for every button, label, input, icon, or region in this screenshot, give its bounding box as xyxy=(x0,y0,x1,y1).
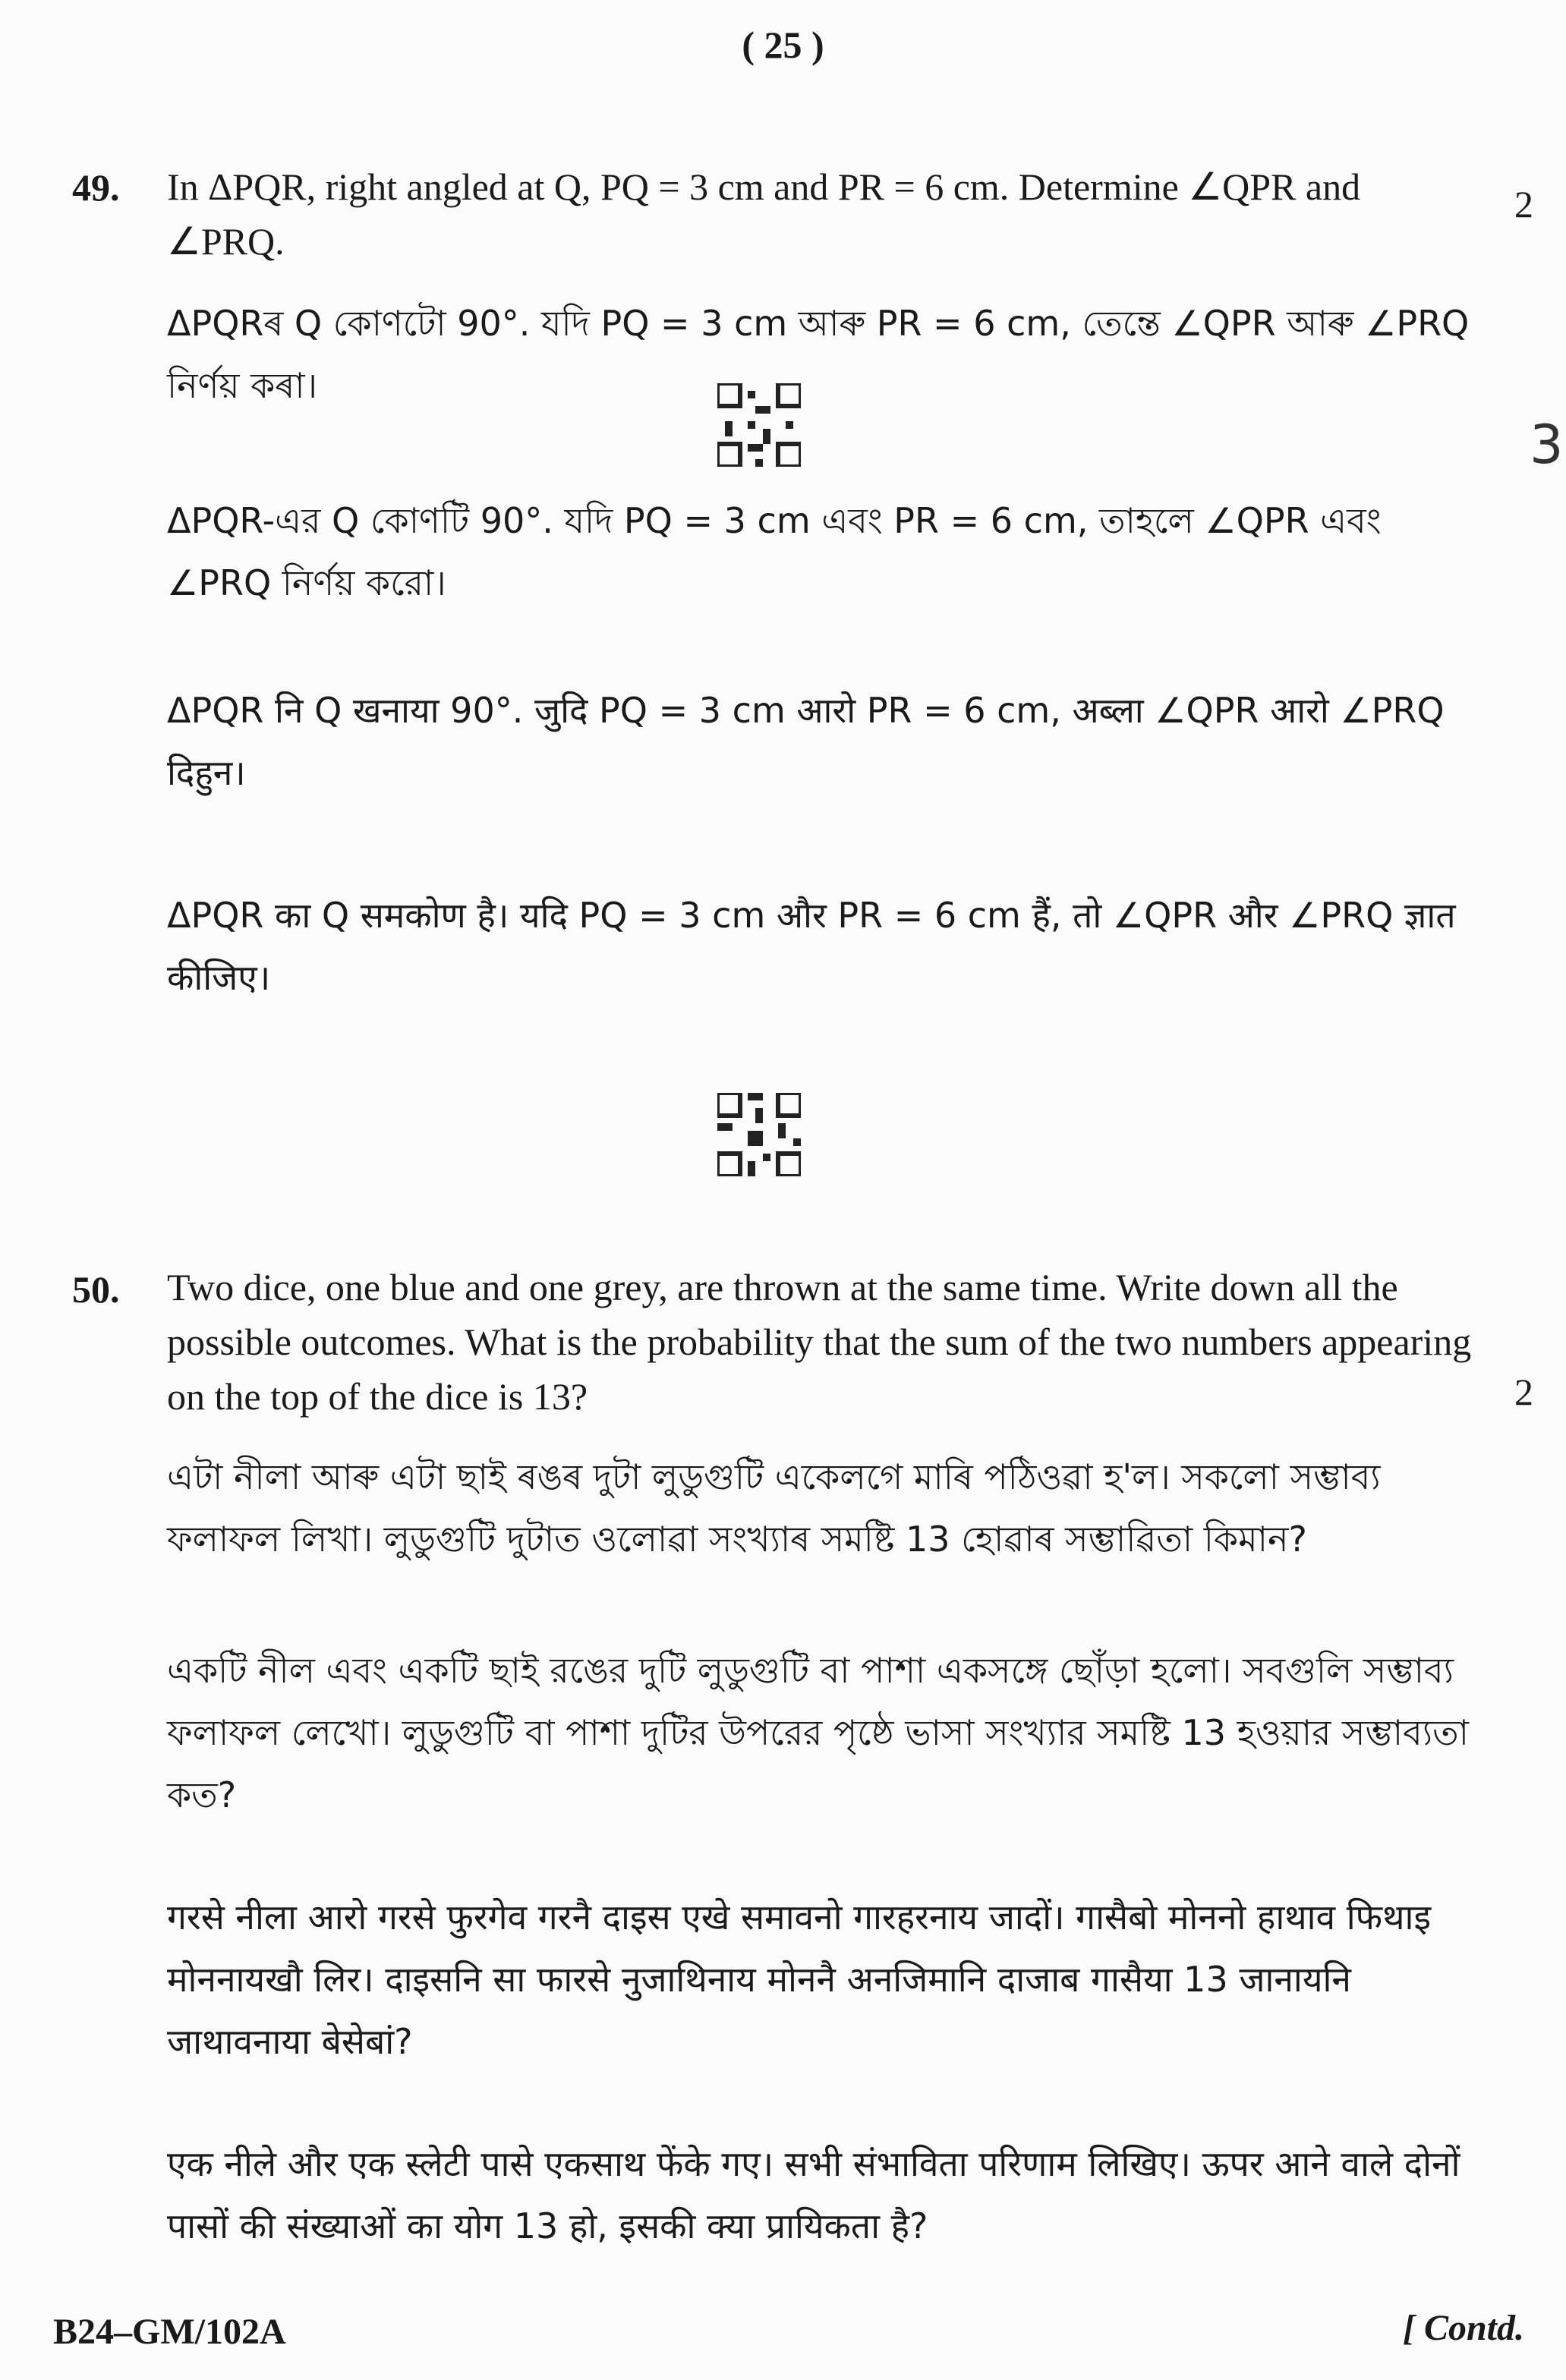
question-marks: 2 xyxy=(1514,1371,1533,1413)
question-number: 50. xyxy=(72,1268,120,1311)
question-assamese: এটা নীলা আৰু এটা ছাই ৰঙৰ দুটা লুডুগুটি একেলগে মাৰি পঠিওৱা হ'ল। সকলো সম্ভাব্য ফলাফল লিখা। লুডুগুটি দুটাত ওলোৱা সংখ্যাৰ সমষ্টি 13 হোৱাৰ সম্ভাৱিতা কিমান? xyxy=(167,1456,1381,1560)
question-bengali: একটি নীল এবং একটি ছাই রঙের দুটি লুডুগুটি বা পাশা একসঙ্গে ছোঁড়া হলো। সবগুলি সম্ভাব্য ফলাফল লেখো। লুডুগুটি বা পাশা দুটির উপরের পৃষ্ঠে ভাসা সংখ্যার সমষ্টি 13 হওয়ার সম্ভাব্যতা কত? xyxy=(167,1650,1469,1815)
qr-code-icon xyxy=(717,1093,801,1176)
question-bengali: ΔPQR-এর Q কোণটি 90°. যদি PQ = 3 cm এবং PR = 6 cm, তাহলে ∠QPR এবং ∠PRQ নির্ণয় করো। xyxy=(167,500,1382,603)
question-bodo: गरसे नीला आरो गरसे फुरगेव गरनै दाइस एखे समावनो गारहरनाय जादों। गासैबो मोननो हाथाव फिथाइ मोननायखौ लिर। दाइसनि सा फारसे नुजाथिनाय मोननै अनजिमानि दाजाब गासैया 13 जानायनि जाथावनाया बेसेबां? xyxy=(167,1897,1432,2062)
question-hindi: एक नीले और एक स्लेटी पासे एकसाथ फेंके गए। सभी संभाविता परिणाम लिखिए। ऊपर आने वाले दोनों पासों की संख्याओं का योग 13 हो, इसकी क्या प्रायिकता है? xyxy=(167,2143,1460,2246)
continued-label: [ Contd. xyxy=(1402,2308,1524,2348)
question-english: In ΔPQR, right angled at Q, PQ = 3 cm and PR = 6 cm. Determine ∠QPR and ∠PRQ. xyxy=(167,165,1361,263)
question-marks: 2 xyxy=(1514,183,1533,225)
qr-code-icon xyxy=(717,383,801,467)
question-bodo: ΔPQR नि Q खनाया 90°. जुदि PQ = 3 cm आरो PR = 6 cm, अब्ला ∠QPR आरो ∠PRQ दिहुन। xyxy=(167,690,1445,793)
paper-code: B24–GM/102A xyxy=(53,2312,286,2352)
page-number: ( 25 ) xyxy=(742,24,824,66)
question-english: Two dice, one blue and one grey, are thrown at the same time. Write down all the possible outcomes. What is the probability that the sum of the two numbers appearing on the top of the dice is 13? xyxy=(167,1266,1472,1418)
question-hindi: ΔPQR का Q समकोण है। यदि PQ = 3 cm और PR = 6 cm हैं, तो ∠QPR और ∠PRQ ज्ञात कीजिए। xyxy=(167,895,1456,998)
question-assamese: ΔPQRৰ Q কোণটো 90°. যদি PQ = 3 cm আৰু PR = 6 cm, তেন্তে ∠QPR আৰু ∠PRQ নিৰ্ণয় কৰা। xyxy=(167,303,1470,406)
question-number: 49. xyxy=(72,166,120,209)
handwritten-mark: 3 xyxy=(1530,414,1564,476)
